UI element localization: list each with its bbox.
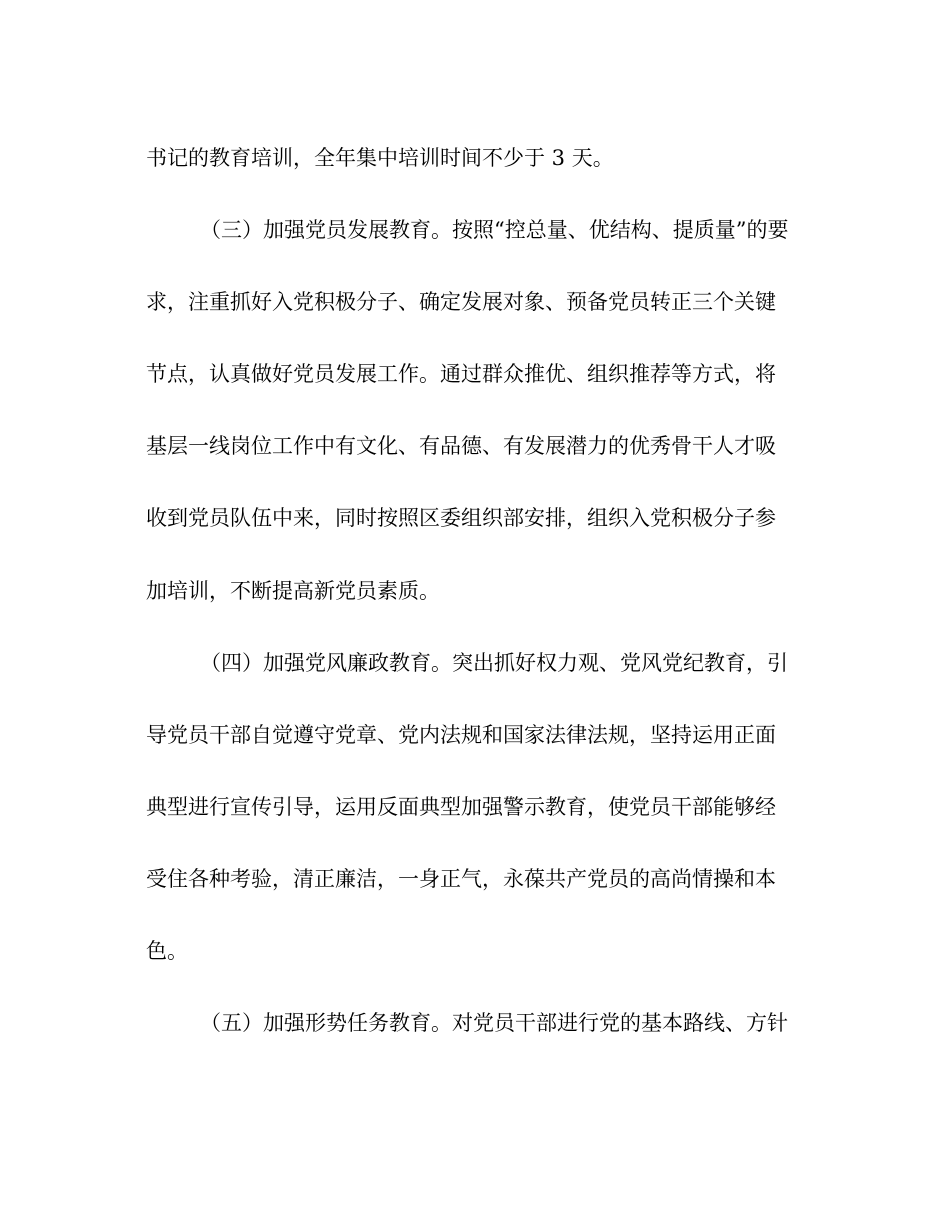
text-line: （三）加强党员发展教育。按照“控总量、优结构、提质量”的要 bbox=[200, 218, 789, 243]
text-line: （五）加强形势任务教育。对党员干部进行党的基本路线、方针 bbox=[200, 1011, 788, 1036]
text-line: 基层一线岗位工作中有文化、有品德、有发展潜力的优秀骨干人才吸 bbox=[146, 434, 776, 459]
text-line: 收到党员队伍中来，同时按照区委组织部安排，组织入党积极分子参 bbox=[146, 506, 776, 531]
text-line: 受住各种考验，清正廉洁，一身正气，永葆共产党员的高尚情操和本 bbox=[146, 866, 776, 891]
text-line: （四）加强党风廉政教育。突出抓好权力观、党风党纪教育，引 bbox=[200, 650, 788, 675]
text-line: 色。 bbox=[146, 939, 188, 964]
text-line: 典型进行宣传引导，运用反面典型加强警示教育，使党员干部能够经 bbox=[146, 794, 776, 819]
text-line: 加培训，不断提高新党员素质。 bbox=[146, 578, 440, 603]
text-line: 导党员干部自觉遵守党章、党内法规和国家法律法规，坚持运用正面 bbox=[146, 722, 776, 747]
text-line: 求，注重抓好入党积极分子、确定发展对象、预备党员转正三个关键 bbox=[146, 290, 776, 315]
text-line: 书记的教育培训，全年集中培训时间不少于 3 天。 bbox=[146, 146, 614, 170]
text-line: 节点，认真做好党员发展工作。通过群众推优、组织推荐等方式，将 bbox=[146, 362, 776, 387]
document-body bbox=[146, 140, 806, 1077]
